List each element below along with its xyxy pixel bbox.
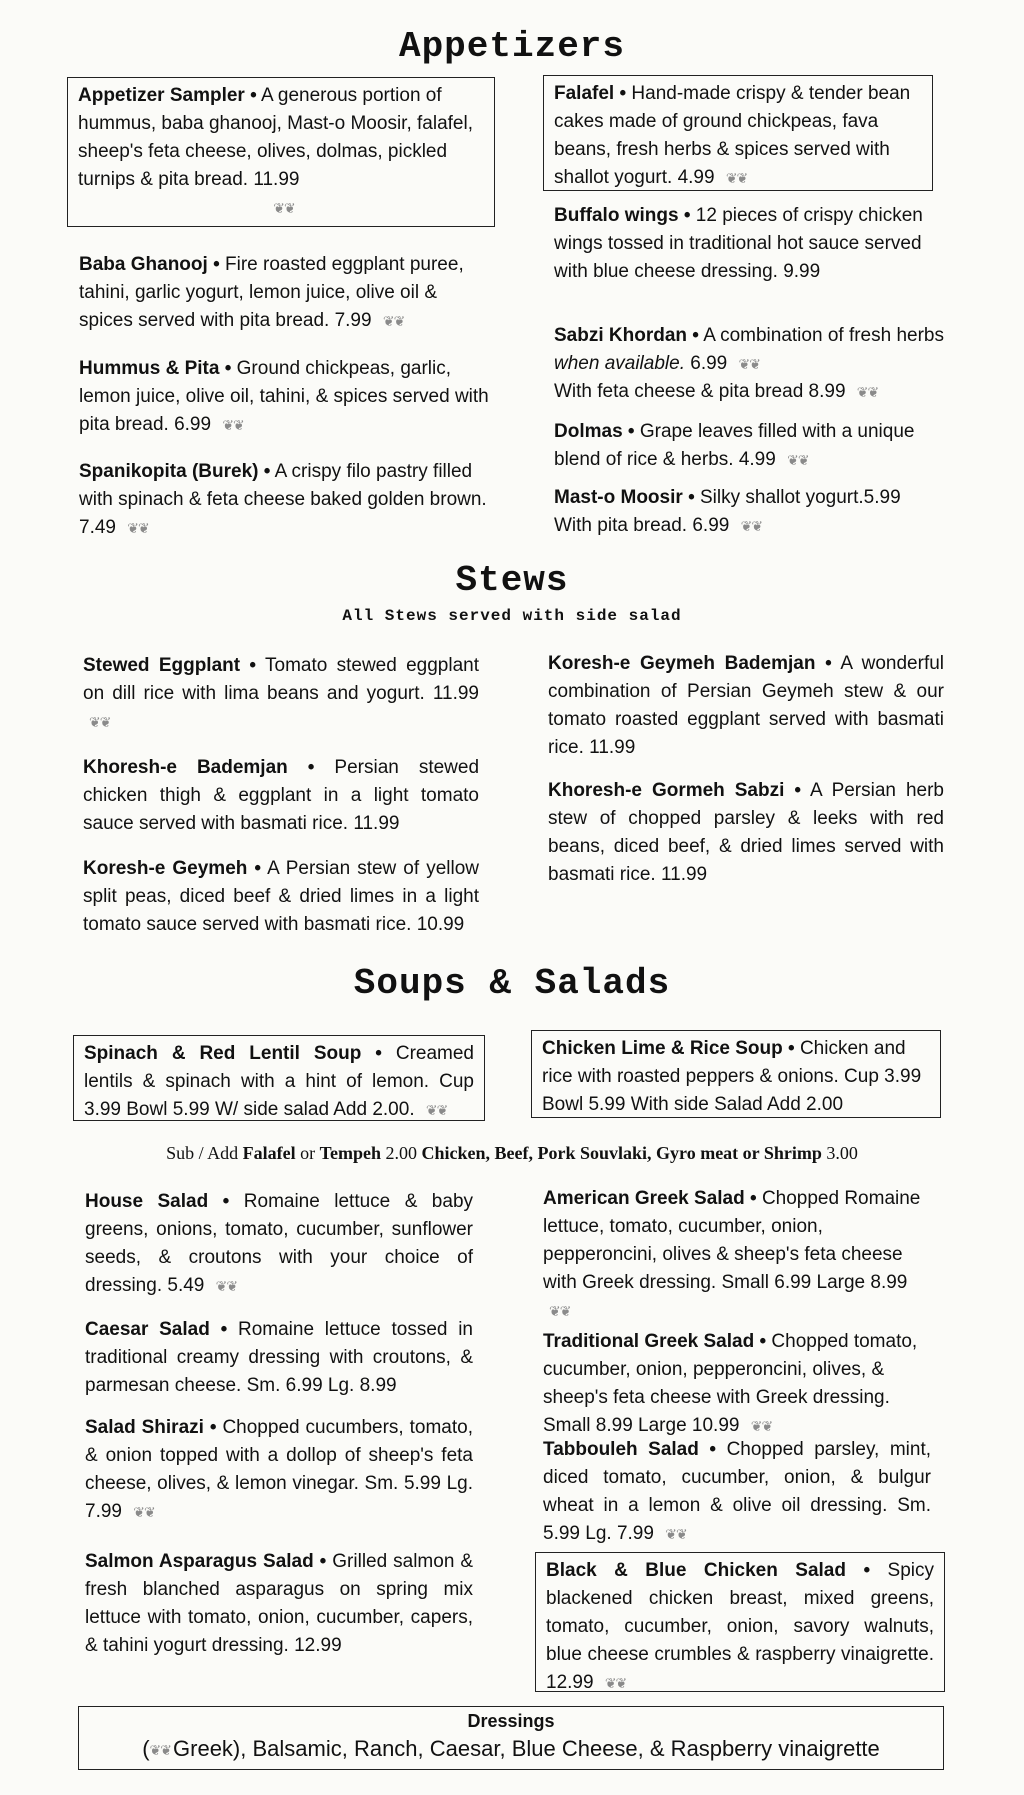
item-desc: Creamed lentils & spinach with a hint of lemon. Cup 3.99 Bowl 5.99 W/ side salad Add 2.00. [84, 1043, 474, 1121]
item-name: Khoresh-e Gormeh Sabzi [548, 780, 785, 801]
vegetarian-icon: ❦❦ [549, 1303, 571, 1319]
item-desc: Romaine lettuce & baby greens, onions, tomato, cucumber, sunflower seeds, & croutons with your choice of dressing. 5.49 [85, 1191, 474, 1297]
item-name: Chicken Lime & Rice Soup [542, 1038, 783, 1059]
item-name: Koresh-e Geymeh [83, 858, 248, 879]
bullet: • [688, 487, 695, 508]
vegetarian-icon: ❦❦ [604, 1675, 627, 1691]
add-protein-line [0, 1143, 1024, 1164]
menu-item-khoresh-e-bademjan [83, 754, 479, 838]
dressings-box [78, 1706, 944, 1770]
vegetarian-icon: ❦❦ [133, 1504, 155, 1520]
item-desc: Chopped cucumbers, tomato, & onion topped with a dollop of sheep's feta cheese, olives, & lemon vinegar. Sm. 5.99 Lg. 7.99 [85, 1417, 473, 1523]
item-desc: A wonderful combination of Persian Geymeh stew & our tomato roasted eggplant served with basmati rice. 11.99 [548, 653, 945, 758]
menu-item-buffalo-wings [554, 202, 924, 286]
dressings-list [79, 1736, 943, 1762]
menu-item-spanikopita [79, 458, 489, 542]
menu-item-salmon-asparagus-salad [85, 1548, 473, 1660]
bullet: • [709, 1439, 717, 1460]
item-desc: Ground chickpeas, garlic, lemon juice, olive oil, tahini, & spices served with pita bread. 6.99 [79, 358, 489, 436]
item-name: Appetizer Sampler [78, 85, 245, 106]
sub-meats: Chicken, Beef, Pork Souvlaki, Gyro meat or Shrimp [421, 1143, 822, 1163]
item-name: Salad Shirazi [85, 1417, 204, 1438]
item-name: Salmon Asparagus Salad [85, 1551, 314, 1572]
item-name: Black & Blue Chicken Salad [546, 1560, 846, 1581]
menu-item-sabzi-khordan [554, 322, 944, 406]
bullet: • [794, 780, 802, 801]
item-desc: Tomato stewed eggplant on dill rice with lima beans and yogurt. 11.99 [83, 655, 479, 704]
item-desc: Chopped parsley, mint, diced tomato, cucumber, onion, & bulgur wheat in a lemon & olive oil dressing. Sm. 5.99 Lg. 7.99 [543, 1439, 932, 1545]
item-name: Baba Ghanooj [79, 254, 208, 275]
bullet: • [222, 1191, 230, 1212]
menu-item-falafel [543, 75, 933, 191]
item-desc: Hand-made crispy & tender bean cakes made of ground chickpeas, fava beans, fresh herbs & spices served with shallot yogurt. 4.99 [554, 83, 911, 189]
vegetarian-icon: ❦❦ [750, 1418, 773, 1434]
item-name: American Greek Salad [543, 1188, 745, 1209]
item-name: Buffalo wings [554, 205, 679, 226]
bullet: • [263, 461, 271, 482]
item-desc: Romaine lettuce tossed in traditional creamy dressing with croutons, & parmesan cheese. Sm. 6.99 Lg. 8.99 [85, 1319, 474, 1396]
bullet: • [627, 421, 635, 442]
item-name: Hummus & Pita [79, 358, 220, 379]
bullet: • [788, 1038, 795, 1059]
dressings-title: Dressings [467, 1711, 555, 1731]
bullet: • [375, 1043, 382, 1064]
bullet: • [750, 1188, 757, 1209]
menu-item-hummus-pita [79, 355, 489, 439]
vegetarian-icon: ❦❦ [382, 313, 405, 329]
item-desc: A generous portion of hummus, baba ghanooj, Mast-o Moosir, falafel, sheep's feta cheese, olives, dolmas, pickled turnips & pita bread. 11.99 [78, 85, 473, 190]
bullet: • [249, 655, 257, 676]
vegetarian-icon: ❦❦ [856, 384, 879, 401]
item-desc: Persian stewed chicken thigh & eggplant in a light tomato sauce served with basmati rice. 11.99 [83, 757, 480, 834]
item-desc-italic: when available. [554, 353, 685, 375]
menu-item-dolmas [554, 418, 944, 474]
vegetarian-icon: ❦❦ [222, 417, 244, 433]
bullet: • [224, 358, 232, 379]
bullet: • [759, 1331, 767, 1352]
vegetarian-icon: ❦❦ [725, 170, 748, 186]
sub-price-1: 2.00 [385, 1143, 418, 1163]
menu-item-stewed-eggplant [83, 652, 479, 736]
item-price: 6.99 [690, 353, 728, 375]
stews-title: Stews [455, 560, 569, 601]
sub-falafel: Falafel [242, 1143, 296, 1163]
bullet: • [307, 757, 315, 778]
sub-or: or [300, 1143, 316, 1163]
item-name: House Salad [85, 1191, 209, 1212]
item-desc: A Persian stew of yellow split peas, diced beef & dried limes in a light tomato sauce served with basmati rice. 10.99 [83, 858, 479, 935]
item-desc: Fire roasted eggplant puree, tahini, garlic yogurt, lemon juice, olive oil & spices served with pita bread. 7.99 [79, 254, 464, 332]
menu-item-spinach-red-lentil-soup [73, 1035, 485, 1121]
vegetarian-icon: ❦❦ [787, 452, 809, 468]
menu-item-house-salad [85, 1188, 473, 1300]
menu-item-black-blue-chicken-salad [535, 1552, 945, 1692]
menu-item-caesar-salad [85, 1316, 473, 1400]
menu-item-traditional-greek-salad [543, 1328, 939, 1440]
open-paren: ( [142, 1736, 150, 1761]
soups-salads-title: Soups & Salads [353, 963, 671, 1004]
bullet: • [825, 653, 832, 674]
item-desc: Grilled salmon & fresh blanched asparagus on spring mix lettuce with tomato, onion, cucumber, capers, & tahini yogurt dressing. 12.99 [85, 1551, 474, 1656]
item-desc: Spicy blackened chicken breast, mixed greens, tomato, cucumber, onion, savory walnuts, blue cheese crumbles & raspberry vinaigrette. 12.99 [546, 1560, 935, 1694]
bullet: • [319, 1551, 327, 1572]
item-name: Tabbouleh Salad [543, 1439, 699, 1460]
bullet: • [213, 254, 220, 275]
sub-add-label: Sub / Add [166, 1143, 239, 1163]
item-desc: Silky shallot yogurt.5.99 [700, 487, 901, 508]
vegetarian-icon: ❦❦ [738, 356, 760, 372]
vegetarian-icon: ❦❦ [273, 200, 295, 216]
item-desc: Chopped tomato, cucumber, onion, pepperoncini, olives, & sheep's feta cheese with Greek dressing. Small 8.99 Large 10.99 [543, 1331, 918, 1437]
bullet: • [683, 205, 691, 226]
bullet: • [692, 325, 699, 346]
item-desc: 12 pieces of crispy chicken wings tossed in traditional hot sauce served with blue cheese dressing. 9.99 [554, 205, 923, 282]
bullet: • [254, 858, 262, 879]
item-desc: A crispy filo pastry filled with spinach & feta cheese baked golden brown. 7.49 [79, 461, 487, 539]
item-desc: Chicken and rice with roasted peppers & onions. Cup 3.99 Bowl 5.99 With side Salad Add 2.00 [542, 1038, 922, 1115]
vegetarian-icon: ❦❦ [127, 520, 149, 536]
item-name: Khoresh-e Bademjan [83, 757, 288, 778]
vegetarian-icon: ❦❦ [740, 518, 763, 534]
item-name: Traditional Greek Salad [543, 1331, 755, 1352]
dressings-list-text: Greek), Balsamic, Ranch, Caesar, Blue Cheese, & Raspberry vinaigrette [173, 1736, 880, 1761]
item-name: Caesar Salad [85, 1319, 210, 1340]
item-name: Falafel [554, 83, 615, 104]
menu-item-mast-o-moosir [554, 484, 944, 540]
menu-item-baba-ghanooj [79, 251, 489, 335]
item-desc: A Persian herb stew of chopped parsley & leeks with red beans, diced beef, & dried limes served with basmati rice. 11.99 [548, 780, 944, 885]
bullet: • [619, 83, 627, 104]
appetizers-title: Appetizers [398, 26, 626, 67]
item-name: Spinach & Red Lentil Soup [84, 1043, 362, 1064]
item-desc: Chopped Romaine lettuce, tomato, cucumber, onion, pepperoncini, olives & sheep's feta cheese with Greek dressing. Small 6.99 Large 8.99 [543, 1188, 921, 1293]
item-name: Spanikopita (Burek) [79, 461, 259, 482]
menu-item-american-greek-salad [543, 1185, 939, 1325]
menu-item-appetizer-sampler [67, 77, 495, 227]
item-name: Sabzi Khordan [554, 325, 688, 346]
menu-item-chicken-lime-rice-soup [531, 1030, 941, 1118]
vegetarian-icon: ❦❦ [215, 1278, 238, 1294]
item-name: Stewed Eggplant [83, 655, 241, 676]
vegetarian-icon: ❦❦ [149, 1741, 172, 1758]
menu-item-koresh-e-geymeh [83, 855, 479, 939]
bullet: • [220, 1319, 228, 1340]
bullet: • [209, 1417, 217, 1438]
sub-price-2: 3.00 [826, 1143, 858, 1163]
item-name: Mast-o Moosir [554, 487, 683, 508]
vegetarian-icon: ❦❦ [89, 714, 111, 730]
item-desc: Grape leaves filled with a unique blend of rice & herbs. 4.99 [554, 421, 915, 471]
item-desc-line2: With pita bread. 6.99 [554, 515, 730, 537]
menu-item-koresh-e-geymeh-bademjan [548, 650, 944, 762]
item-desc-line2: With feta cheese & pita bread 8.99 [554, 381, 846, 403]
menu-item-khoresh-e-gormeh-sabzi [548, 777, 944, 889]
item-name: Koresh-e Geymeh Bademjan [548, 653, 816, 674]
bullet: • [863, 1560, 871, 1581]
item-name: Dolmas [554, 421, 623, 442]
vegetarian-icon: ❦❦ [665, 1526, 687, 1542]
item-desc: A combination of fresh herbs [703, 325, 944, 346]
bullet: • [250, 85, 257, 106]
menu-item-salad-shirazi [85, 1414, 473, 1526]
menu-item-tabbouleh-salad [543, 1436, 931, 1548]
vegetarian-icon: ❦❦ [425, 1102, 448, 1118]
sub-tempeh: Tempeh [319, 1143, 382, 1163]
stews-subtitle: All Stews served with side salad [342, 607, 682, 625]
